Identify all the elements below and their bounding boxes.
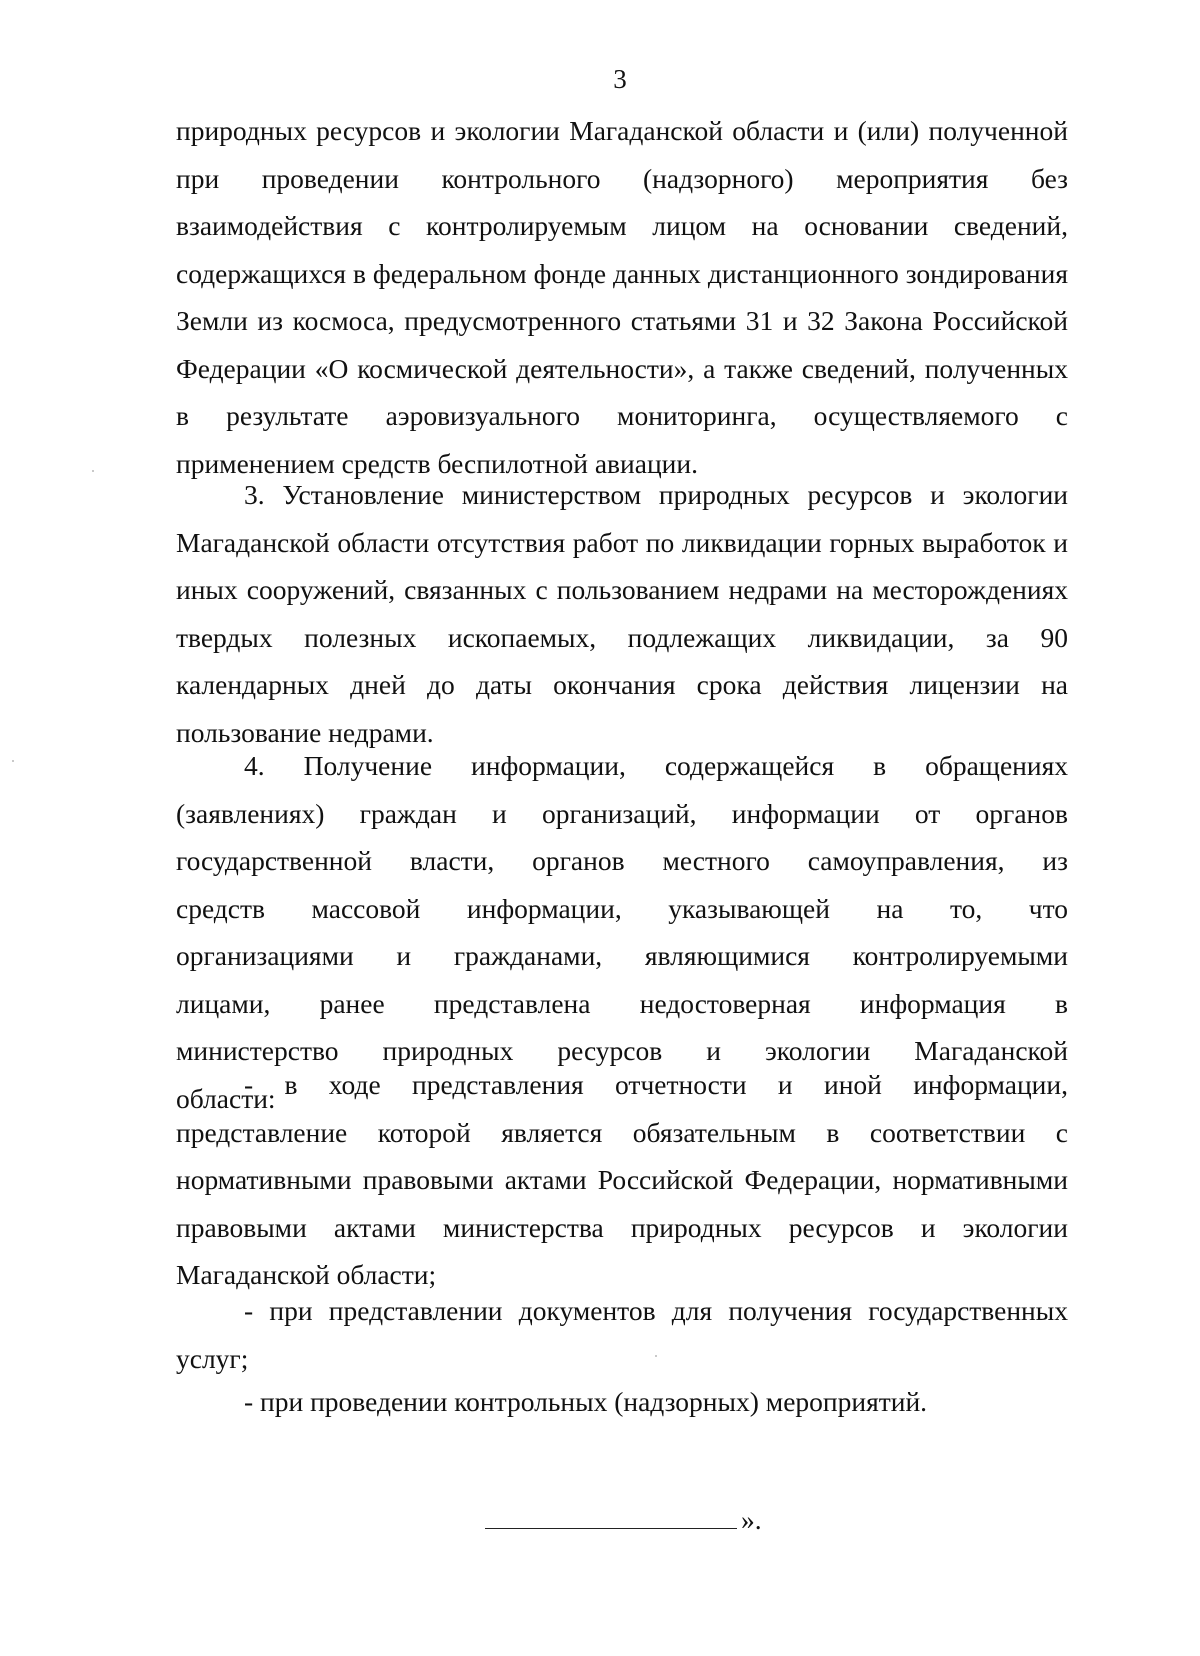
continuation-paragraph: природных ресурсов и экологии Магаданской области и (или) полученной при проведении контрольного (надзорного) мероприятия без взаимодействия с контролируемым лицом на основании сведений, содержащихся в федеральном фонде данных дистанционного зондирования Земли из космоса, предусмотренного статьями 31 и 32 Закона Российской Федерации «О космической деятельности», а также сведений, полученных в результате аэровизуального мониторинга, осуществляемого с применением средств беспилотной авиации. bbox=[176, 115, 1068, 479]
document-body bbox=[176, 107, 1068, 487]
bullet-1-paragraph: - в ходе представления отчетности и иной информации, представление которой является обязательным в соответствии с нормативными правовыми актами Российской Федерации, нормативными правовыми актами министерства природных ресурсов и экологии Магаданской области; bbox=[176, 1069, 1068, 1290]
closing-quote: ». bbox=[741, 1504, 762, 1535]
item-3-block bbox=[176, 471, 1068, 756]
bullet-3-block bbox=[176, 1378, 1068, 1426]
closing-mark bbox=[485, 1503, 762, 1537]
bullet-2-block bbox=[176, 1287, 1068, 1382]
bullet-3-paragraph: - при проведении контрольных (надзорных) мероприятий. bbox=[244, 1386, 928, 1417]
bullet-1-block bbox=[176, 1061, 1068, 1299]
closing-rule bbox=[485, 1527, 737, 1529]
bullet-2-paragraph: - при представлении документов для получения государственных услуг; bbox=[176, 1295, 1068, 1374]
scan-speck bbox=[655, 1355, 657, 1357]
item-3-paragraph: 3. Установление министерством природных ресурсов и экологии Магаданской области отсутствия работ по ликвидации горных выработок и иных сооружений, связанных с пользованием недрами на месторождениях твердых полезных ископаемых, подлежащих ликвидации, за 90 календарных дней до даты окончания срока действия лицензии на пользование недрами. bbox=[176, 479, 1068, 748]
scan-speck bbox=[12, 760, 14, 762]
item-4-paragraph: 4. Получение информации, содержащейся в обращениях (заявлениях) граждан и организаций, информации от органов государственной власти, органов местного самоуправления, из средств массовой информации, указывающей на то, что организациями и гражданами, являющимися контролируемыми лицами, ранее представлена недостоверная информация в министерство природных ресурсов и экологии Магаданской области: bbox=[176, 750, 1068, 1114]
scan-speck bbox=[92, 470, 94, 472]
page-number: 3 bbox=[613, 64, 627, 94]
